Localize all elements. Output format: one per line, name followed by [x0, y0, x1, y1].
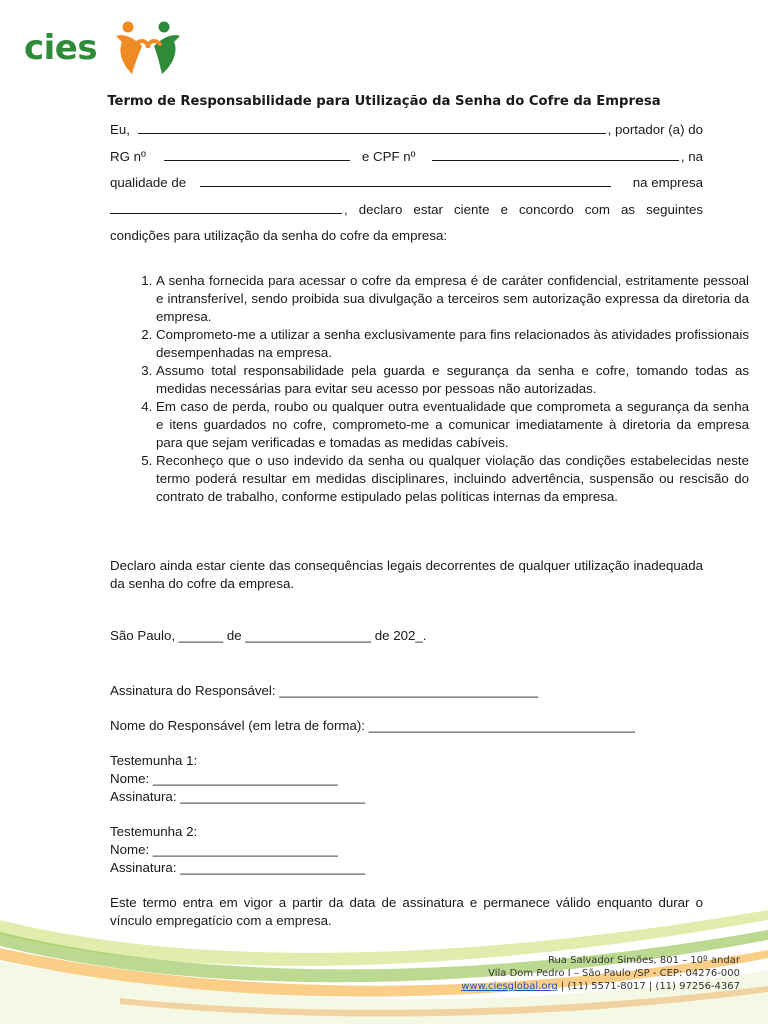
phone-numbers: | (11) 5571-8017 | (11) 97256-4367: [557, 981, 740, 992]
condition-item: 5. Reconheço que o uso indevido da senha ou qualquer violação das condições estabelecidas neste termo poderá resultar em medidas disciplinares, incluindo advertência, suspensão ou rescisão do contrato de trabalho, conforme estipulado pelas políticas internas da empresa.: [156, 452, 749, 506]
intro-eu: Eu,: [110, 122, 130, 137]
witness1-label: Testemunha 1:: [110, 753, 198, 768]
document-title: Termo de Responsabilidade para Utilização da Senha do Cofre da Empresa: [107, 94, 661, 109]
intro-rg: RG nº: [110, 148, 146, 164]
company-blank: [110, 201, 342, 214]
role-blank: [200, 174, 611, 187]
name-blank: [138, 121, 606, 134]
address-line-1: Rua Salvador Simões, 801 – 10º andar: [547, 955, 740, 966]
intro-cpf: e CPF nº: [361, 148, 416, 164]
intro-na-empresa: na empresa: [632, 175, 703, 190]
cpf-blank: [432, 148, 679, 161]
condition-item: 1. A senha fornecida para acessar o cofre da empresa é de caráter confidencial, estritamente pessoal e intransferível, sendo proibida sua divulgação a terceiros sem autorização expressa da diretoria da empresa.: [156, 272, 749, 326]
witness2-name: Nome: _________________________: [110, 842, 338, 857]
witness2-label: Testemunha 2:: [110, 824, 198, 839]
witness2-signature: Assinatura: _________________________: [110, 860, 366, 875]
contact-line: [461, 980, 740, 993]
logo-people-heart-icon: [112, 20, 184, 78]
witness1-name: Nome: _________________________: [110, 771, 338, 786]
website-link[interactable]: www.ciesglobal.org: [461, 981, 558, 992]
condition-item: 2. Comprometo-me a utilizar a senha exclusivamente para fins relacionados às atividades profissionais desempenhadas na empresa.: [156, 326, 749, 362]
condition-item: 4. Em caso de perda, roubo ou qualquer outra eventualidade que comprometa a segurança da senha e itens guardados no cofre, comprometo-me a comunicar imediatamente à diretoria da empresa para que sejam verificadas e tomadas as medidas cabíveis.: [156, 398, 749, 452]
date-line: São Paulo, ______ de _________________ de 202_.: [110, 628, 427, 643]
signature-line: Assinatura do Responsável: ___________________________________: [110, 683, 539, 698]
intro-declaro: , declaro estar ciente e concordo com as seguintes: [344, 201, 703, 217]
condition-item: 3. Assumo total responsabilidade pela guarda e segurança da senha e cofre, tomando todas as medidas necessárias para evitar seu acesso por pessoas não autorizadas.: [156, 362, 749, 398]
name-line: Nome do Responsável (em letra de forma): ____________________________________: [110, 718, 635, 733]
intro-paragraph: [110, 117, 703, 250]
logo-text: cies: [24, 28, 98, 68]
footer-address: [461, 954, 740, 993]
intro-condicoes: condições para utilização da senha do cofre da empresa:: [110, 228, 448, 243]
witness1-signature: Assinatura: _________________________: [110, 789, 366, 804]
closing-paragraph: Este termo entra em vigor a partir da data de assinatura e permanece válido enquanto durar o vínculo empregatício com a empresa.: [110, 895, 703, 928]
intro-na: , na: [680, 148, 703, 164]
conditions-list: [110, 272, 749, 506]
declaration-paragraph: Declaro ainda estar ciente das consequências legais decorrentes de qualquer utilização inadequada da senha do cofre da empresa.: [110, 558, 703, 591]
intro-portador: , portador (a) do: [607, 122, 703, 137]
address-line-2: Vila Dom Pedro I – São Paulo /SP - CEP: 04276-000: [488, 968, 740, 979]
intro-qualidade: qualidade de: [110, 175, 187, 190]
rg-blank: [164, 148, 350, 161]
company-logo: [24, 20, 184, 78]
